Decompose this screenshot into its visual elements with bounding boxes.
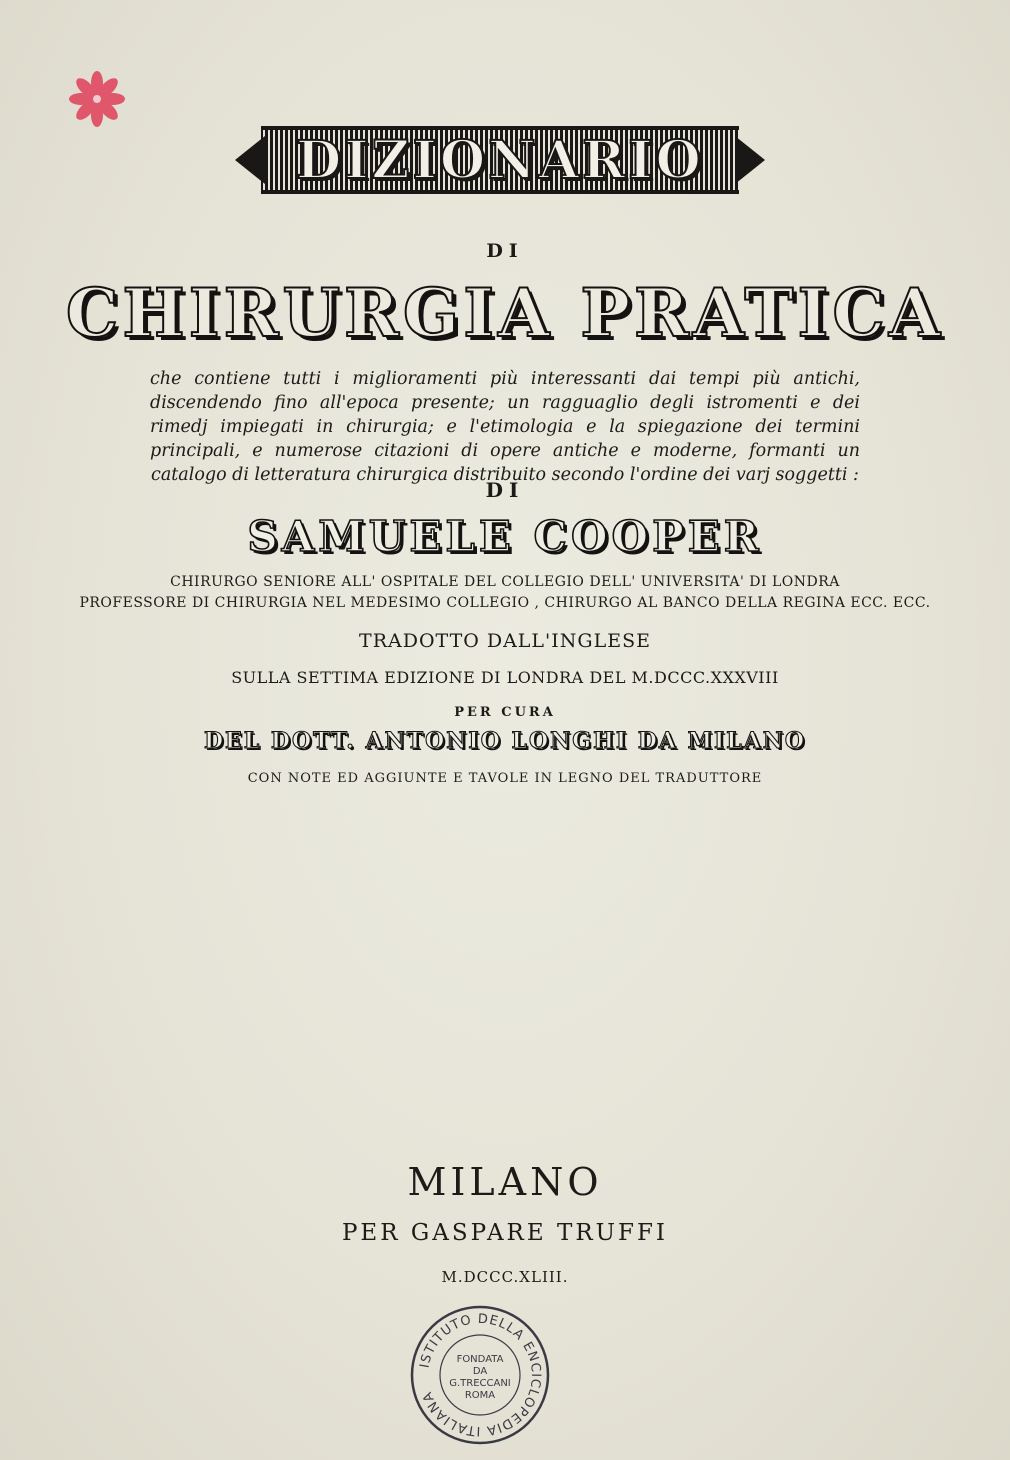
red-flower-stamp-icon	[66, 68, 128, 130]
stamp-center-line: FONDATA	[456, 1354, 504, 1365]
main-title: CHIRURGIA PRATICA	[65, 274, 945, 352]
edition-line: SULLA SETTIMA EDIZIONE DI LONDRA DEL M.DCCC.XXXVIII	[231, 668, 779, 687]
translated-from: TRADOTTO DALL'INGLESE	[359, 630, 651, 652]
author-name: SAMUELE COOPER	[247, 512, 763, 561]
title-banner	[235, 126, 765, 194]
per-cura: PER CURA	[454, 705, 556, 720]
stamp-center-line: ROMA	[464, 1390, 496, 1401]
svg-text:ISTITUTO DELLA ENCICLOPEDIA IT: ISTITUTO DELLA ENCICLOPEDIA ITALIANA	[417, 1311, 544, 1439]
translator-name: DEL DOTT. ANTONIO LONGHI DA MILANO	[203, 728, 807, 754]
author-role-2: PROFESSORE DI CHIRURGIA NEL MEDESIMO COLLEGIO , CHIRURGO AL BANCO DELLA REGINA ECC. ECC.	[79, 595, 931, 611]
imprint-year: M.DCCC.XLIII.	[441, 1268, 569, 1286]
banner-title: DIZIONARIO	[296, 129, 704, 191]
library-stamp-icon	[405, 1300, 555, 1450]
imprint-publisher: PER GASPARE TRUFFI	[341, 1220, 669, 1246]
stamp-center-line: DA	[472, 1366, 488, 1377]
connector-di: DI	[486, 240, 524, 262]
imprint-city: MILANO	[407, 1160, 603, 1204]
stamp-center-line: G.TRECCANI	[449, 1378, 511, 1389]
description-paragraph: che contiene tutti i miglioramenti più interessanti dai tempi più antichi, discendendo fino all'epoca presente; un ragguaglio degli istromenti e dei rimedj impiegati in chirurgia; e l'etimologia e la spiegazione dei termini principali, e numerose citazioni di opere antiche e moderne, formanti un catalogo di letteratura chirurgica distribuito secondo l'ordine dei varj soggetti :	[150, 369, 860, 485]
author-role-1: CHIRURGO SENIORE ALL' OSPITALE DEL COLLEGIO DELL' UNIVERSITA' DI LONDRA	[170, 574, 840, 590]
author-connector-di: DI	[485, 478, 525, 502]
notes-line: CON NOTE ED AGGIUNTE E TAVOLE IN LEGNO DEL TRADUTTORE	[247, 771, 763, 786]
